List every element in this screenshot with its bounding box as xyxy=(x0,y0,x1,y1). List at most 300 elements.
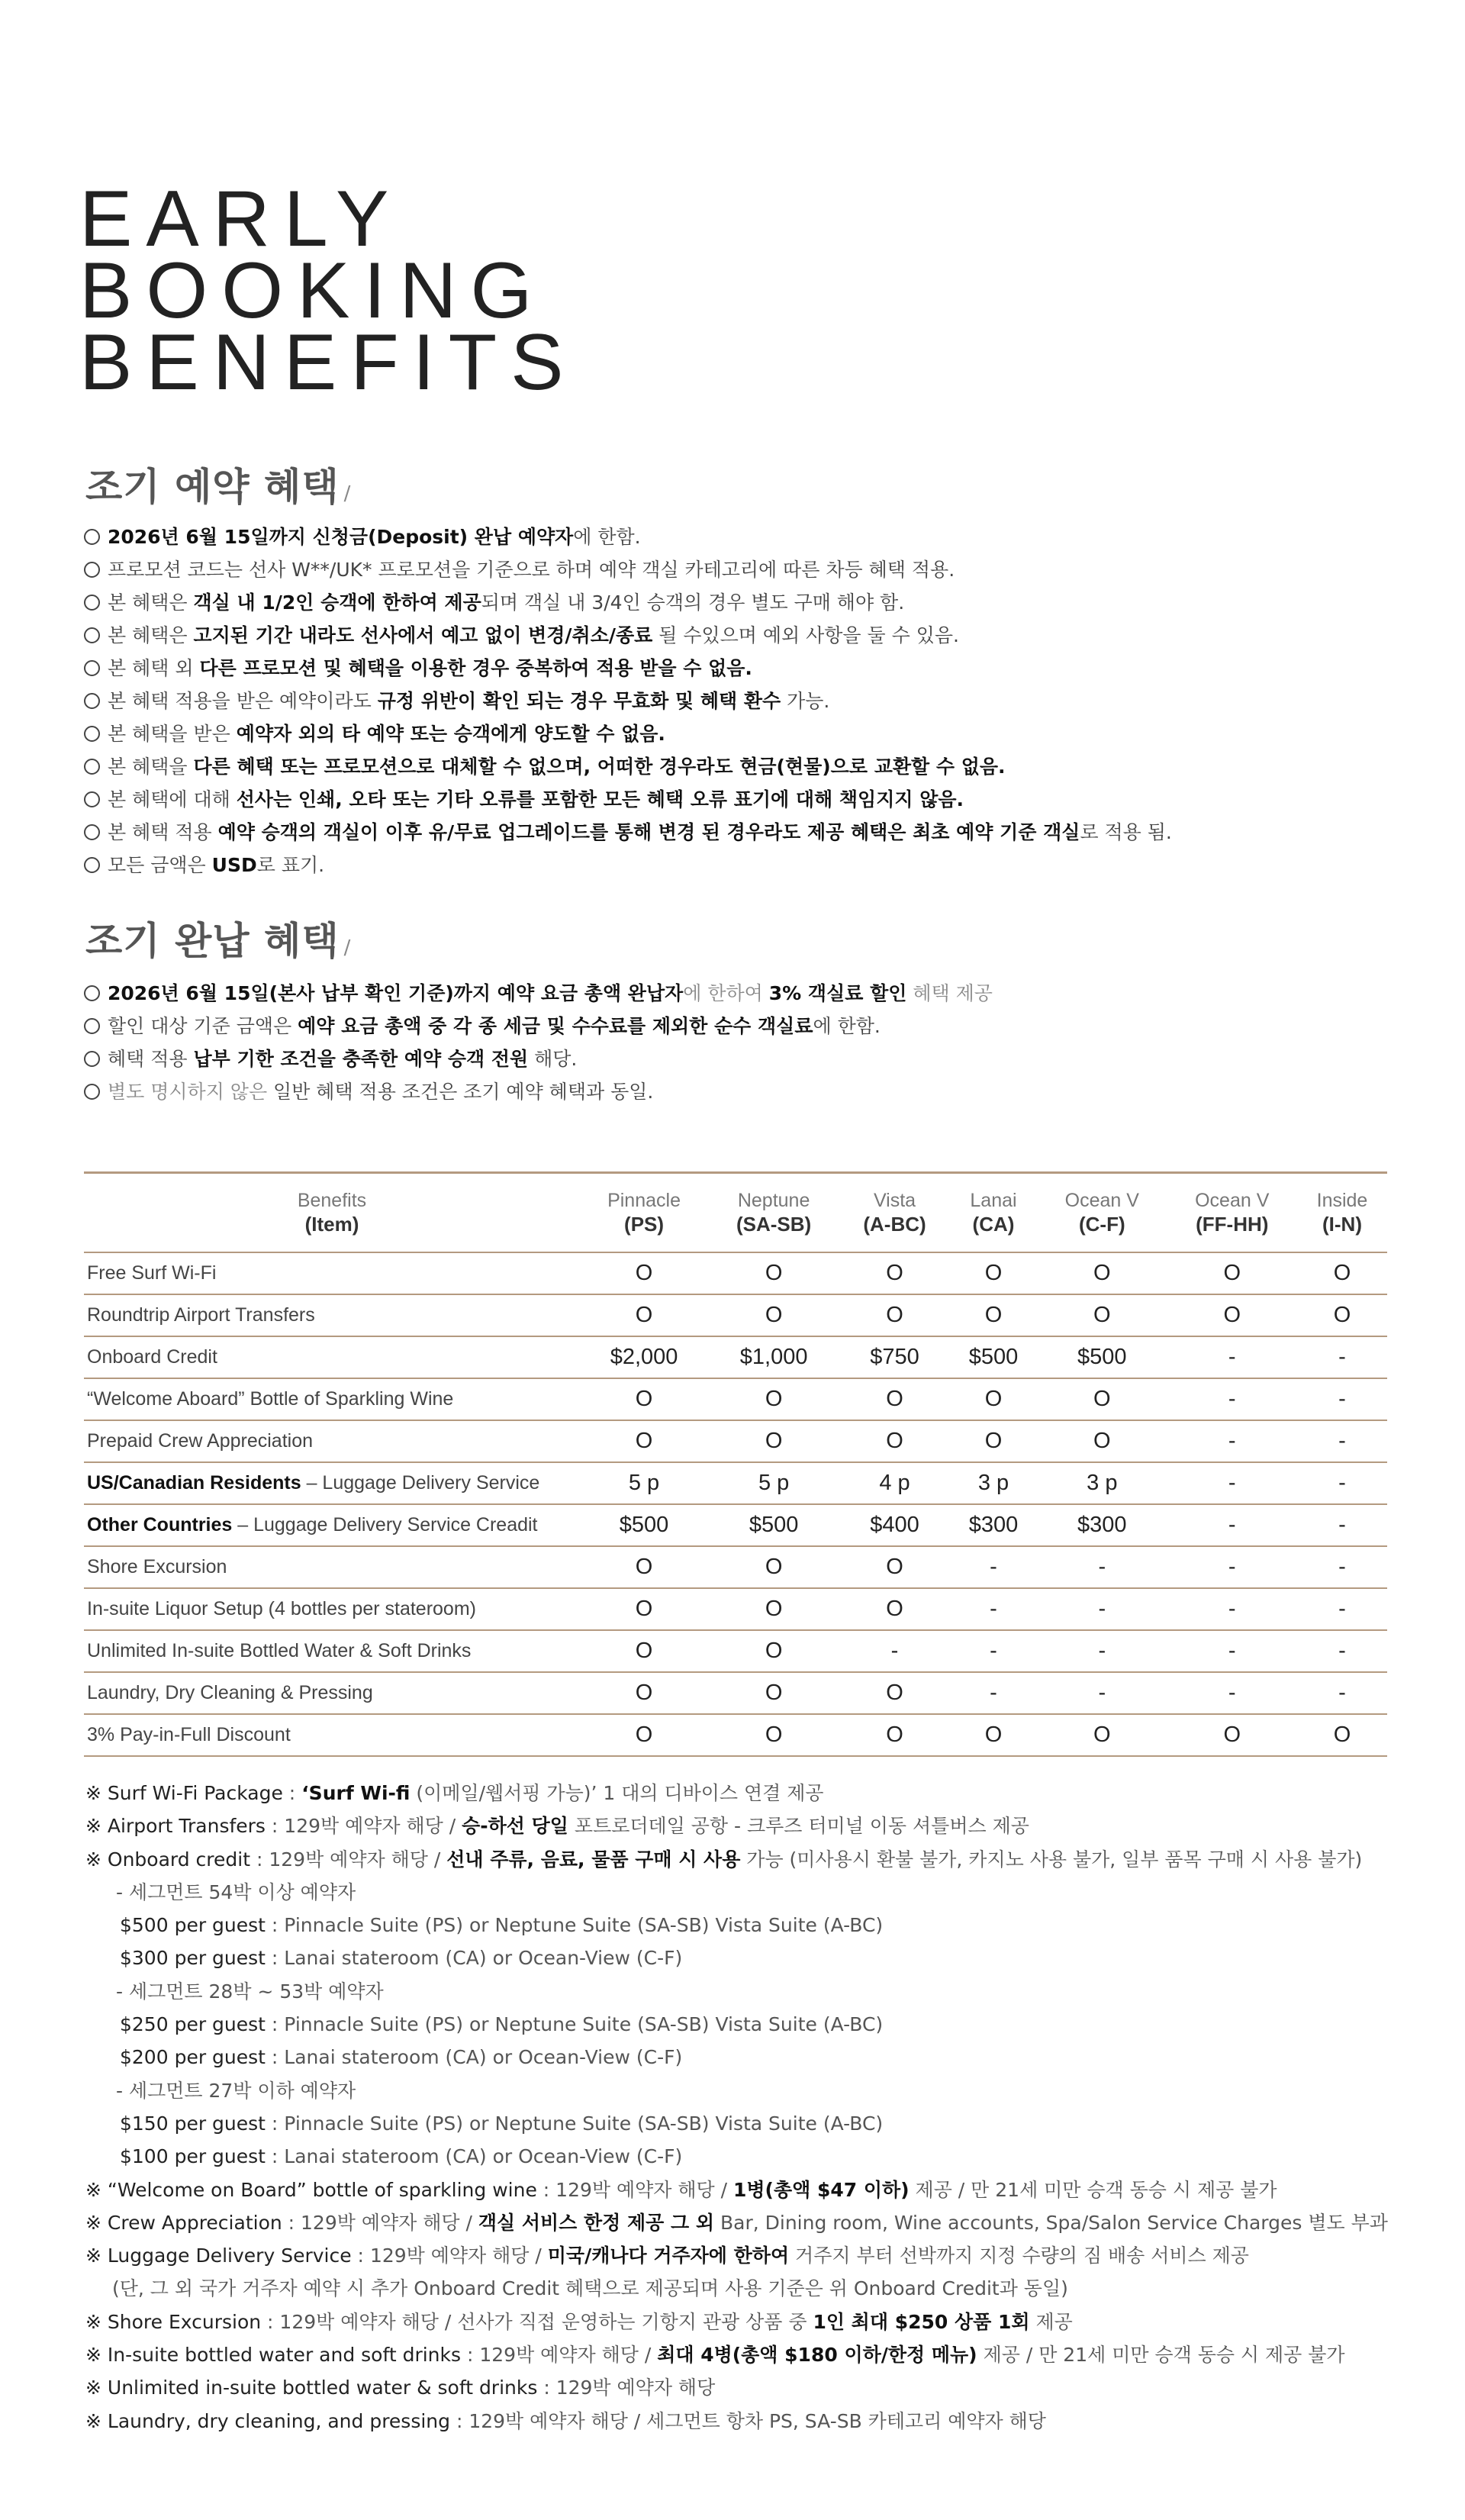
column-header xyxy=(580,1173,708,1253)
footnote-text: 129박 예약자 해당 / xyxy=(479,2344,658,2367)
benefit-value-cell: O xyxy=(635,1722,653,1747)
list-item xyxy=(84,1075,993,1108)
benefit-value-cell: - xyxy=(1338,1345,1346,1369)
footnote-emphasis: ‘Surf Wi-fi xyxy=(301,1782,411,1804)
benefit-value-cell: O xyxy=(635,1261,653,1285)
footnote-key: $150 per guest xyxy=(120,2112,266,2135)
table-row xyxy=(84,1252,1387,1294)
footnote-text-suffix: 포트로더데일 공항 - 크루즈 터미널 이동 셔틀버스 제공 xyxy=(568,1815,1029,1838)
footnote-item xyxy=(85,2041,1388,2074)
benefit-value-cell: - xyxy=(1338,1429,1346,1453)
footnote-key: $500 per guest xyxy=(120,1914,266,1937)
list-item xyxy=(84,553,1172,586)
circle-bullet-icon xyxy=(84,985,100,1001)
footnote-item xyxy=(85,1809,1388,1842)
table-row xyxy=(84,1588,1387,1630)
list-item xyxy=(84,586,1172,619)
benefit-item-cell xyxy=(84,1294,580,1336)
list-item xyxy=(84,1010,993,1042)
column-header-code: (CA) xyxy=(972,1213,1015,1236)
benefit-item-label: Prepaid Crew Appreciation xyxy=(87,1430,313,1452)
benefit-item-label: 3% Pay-in-Full Discount xyxy=(87,1724,291,1745)
footnote-separator: : xyxy=(265,2046,285,2069)
footnote-text: 129박 예약자 해당 xyxy=(555,2377,716,2399)
benefit-item-cell xyxy=(84,1630,580,1672)
benefit-value-cell: O xyxy=(1093,1722,1111,1747)
list-item xyxy=(84,685,1172,717)
benefit-value-cell: - xyxy=(990,1597,997,1621)
column-header-code: (Item) xyxy=(304,1213,359,1236)
footnote-key: $250 per guest xyxy=(120,2013,266,2036)
benefit-item-label: Onboard Credit xyxy=(87,1346,217,1368)
benefit-item-cell xyxy=(84,1714,580,1756)
footnote-item xyxy=(85,1777,1388,1809)
benefit-value-cell: - xyxy=(1338,1555,1346,1579)
footnote-emphasis-2: 미국/캐나다 거주자에 한하여 xyxy=(547,2244,790,2267)
circle-bullet-icon xyxy=(84,693,100,709)
benefit-value-cell: O xyxy=(886,1387,903,1411)
item-emphasis: 선사는 인쇄, 오타 또는 기타 오류를 포함한 모든 혜택 오류 표기에 대해 책임지지 않음. xyxy=(236,788,964,810)
benefit-value-cell: O xyxy=(1093,1303,1111,1327)
early-booking-title xyxy=(85,456,351,511)
benefit-value-cell: - xyxy=(1098,1555,1106,1579)
footnote-text: Pinnacle Suite (PS) or Neptune Suite (SA-SB) Vista Suite (A-BC) xyxy=(284,1914,884,1937)
benefit-value-cell: - xyxy=(990,1555,997,1579)
column-header-code: (C-F) xyxy=(1078,1213,1125,1236)
footnote-item xyxy=(85,2272,1388,2305)
footnote-separator: : xyxy=(265,1914,285,1937)
footnote-emphasis-2: 객실 서비스 한정 제공 그 외 xyxy=(478,2211,715,2234)
footnote-text: - 세그먼트 27박 이하 예약자 xyxy=(116,2079,356,2102)
benefit-value-cell: - xyxy=(1098,1639,1106,1663)
footnote-separator: : xyxy=(536,2178,556,2201)
footnote-item xyxy=(85,1942,1388,1974)
benefit-value-cell: O xyxy=(886,1261,903,1285)
benefit-value-cell: - xyxy=(1228,1429,1236,1453)
benefit-value-cell: $1,000 xyxy=(739,1345,808,1369)
table-row xyxy=(84,1336,1387,1378)
table-row xyxy=(84,1672,1387,1714)
circle-bullet-icon xyxy=(84,791,100,807)
benefit-value-cell: 3 p xyxy=(1087,1471,1118,1495)
footnote-text: 129박 예약자 해당 / 세그먼트 항차 PS, SA-SB 카테고리 예약자 해당 xyxy=(468,2409,1046,2432)
benefit-value-cell: - xyxy=(890,1639,899,1663)
circle-bullet-icon xyxy=(84,562,100,578)
footnote-emphasis-2: 선내 주류, 음료, 물품 구매 시 사용 xyxy=(446,1848,741,1871)
benefit-value-cell: O xyxy=(886,1681,903,1705)
footnote-key: ※ Onboard credit xyxy=(85,1848,251,1871)
benefit-value-cell: 3 p xyxy=(977,1471,1009,1495)
benefit-value-cell: O xyxy=(886,1555,903,1579)
column-header-name: Neptune xyxy=(737,1190,810,1211)
benefit-value-cell: O xyxy=(1223,1261,1241,1285)
footnote-separator: : xyxy=(351,2244,370,2267)
list-item xyxy=(84,717,1172,750)
benefit-value-cell: - xyxy=(1338,1387,1346,1411)
item-text-suffix: 되며 객실 내 3/4인 승객의 경우 별도 구매 해야 함. xyxy=(481,591,905,614)
benefit-value-cell: O xyxy=(765,1639,783,1663)
benefit-value-cell: O xyxy=(984,1387,1003,1411)
item-text: 본 혜택을 xyxy=(108,756,194,778)
circle-bullet-icon xyxy=(84,1018,100,1034)
benefit-value-cell: O xyxy=(1223,1722,1241,1747)
benefit-value-cell: $500 xyxy=(619,1513,669,1537)
footnote-separator: : xyxy=(265,2145,285,2168)
list-item xyxy=(84,750,1172,783)
benefit-value-cell: - xyxy=(1228,1387,1236,1411)
benefit-value-cell: - xyxy=(1338,1639,1346,1663)
column-header xyxy=(1167,1173,1297,1253)
footnote-item xyxy=(85,2074,1388,2107)
hero-line-early: EARLY xyxy=(79,175,403,263)
footnote-text: 129박 예약자 해당 / xyxy=(555,2178,733,2201)
hero-line-booking: BOOKING xyxy=(79,247,546,335)
circle-bullet-icon xyxy=(84,627,100,643)
circle-bullet-icon xyxy=(84,824,100,840)
footnote-text: - 세그먼트 28박 ~ 53박 예약자 xyxy=(116,1980,384,2003)
item-emphasis: 예약 승객의 객실이 이후 유/무료 업그레이드를 통해 변경 된 경우라도 제공 혜택은 최초 예약 기준 객실 xyxy=(217,821,1080,843)
footnote-text-suffix: Bar, Dining room, Wine accounts, Spa/Salon Service Charges 별도 부과 xyxy=(714,2211,1388,2234)
column-header-code: (PS) xyxy=(624,1213,665,1236)
benefit-item-cell xyxy=(84,1672,580,1714)
benefit-value-cell: O xyxy=(635,1387,653,1411)
table-row xyxy=(84,1294,1387,1336)
footnote-separator: : xyxy=(265,2013,285,2036)
circle-bullet-icon xyxy=(84,726,100,742)
benefit-value-cell: - xyxy=(1228,1513,1236,1537)
benefit-value-cell: $400 xyxy=(870,1513,919,1537)
footnote-key: $300 per guest xyxy=(120,1947,266,1970)
benefit-value-cell: $750 xyxy=(870,1345,919,1369)
circle-bullet-icon xyxy=(84,1084,100,1100)
column-header xyxy=(708,1173,839,1253)
table-row xyxy=(84,1546,1387,1588)
full-title-slash: / xyxy=(343,936,352,959)
benefit-value-cell: - xyxy=(1338,1597,1346,1621)
item-emphasis: 다른 프로모션 및 혜택을 이용한 경우 중복하여 적용 받을 수 없음. xyxy=(199,657,752,679)
footnote-separator: : xyxy=(282,1782,302,1804)
item-emphasis: 고지된 기간 내라도 선사에서 예고 없이 변경/취소/종료 xyxy=(193,624,653,646)
item-emphasis: 규정 위반이 확인 되는 경우 무효화 및 혜택 환수 xyxy=(377,690,781,712)
benefit-item-cell xyxy=(84,1504,580,1546)
benefit-value-cell: 4 p xyxy=(879,1471,910,1495)
footnote-item xyxy=(85,2174,1388,2206)
footnote-text: 129박 예약자 해당 / xyxy=(284,1815,462,1838)
footnote-item xyxy=(85,1843,1388,1876)
benefit-value-cell: - xyxy=(1098,1681,1106,1705)
benefit-item-label: Shore Excursion xyxy=(87,1556,227,1577)
benefit-item-region: Other Countries xyxy=(87,1514,233,1536)
item-emphasis: 예약 요금 총액 중 각 종 세금 및 수수료를 제외한 순수 객실료 xyxy=(298,1015,813,1037)
column-header xyxy=(1297,1173,1387,1253)
table-row xyxy=(84,1714,1387,1756)
table-body xyxy=(84,1252,1387,1756)
table-row xyxy=(84,1504,1387,1546)
benefit-item-cell xyxy=(84,1252,580,1294)
benefit-item-cell xyxy=(84,1336,580,1378)
benefit-value-cell: - xyxy=(1228,1471,1236,1495)
footnote-key: ※ “Welcome on Board” bottle of sparkling wine xyxy=(85,2178,537,2201)
footnote-item xyxy=(85,2306,1388,2338)
circle-bullet-icon xyxy=(84,660,100,676)
list-item xyxy=(84,652,1172,685)
benefit-value-cell: - xyxy=(1228,1681,1236,1705)
footnote-separator: : xyxy=(282,2211,301,2234)
footnote-item xyxy=(85,2371,1388,2404)
benefit-value-cell: $500 xyxy=(749,1513,799,1537)
benefit-value-cell: O xyxy=(984,1722,1003,1747)
benefit-value-cell: O xyxy=(1093,1387,1111,1411)
benefit-value-cell: - xyxy=(1098,1597,1106,1621)
item-text: 본 혜택 외 xyxy=(108,657,200,679)
footnote-text-suffix: 제공 / 만 21세 미만 승객 동승 시 제공 불가 xyxy=(977,2344,1345,2367)
table-row xyxy=(84,1462,1387,1504)
full-payment-title xyxy=(85,910,351,965)
benefit-value-cell: O xyxy=(984,1303,1003,1327)
list-item xyxy=(84,816,1172,849)
benefit-value-cell: O xyxy=(1093,1429,1111,1453)
footnotes xyxy=(85,1777,1388,2438)
item-emphasis: 다른 혜택 또는 프로모션으로 대체할 수 없으며, 어떠한 경우라도 현금(현물)으로 교환할 수 없음. xyxy=(193,756,1006,778)
benefit-value-cell: - xyxy=(1338,1681,1346,1705)
benefit-value-cell: O xyxy=(886,1722,903,1747)
benefit-value-cell: O xyxy=(984,1261,1003,1285)
full-payment-list xyxy=(84,977,993,1108)
item-emphasis: USD xyxy=(211,854,257,876)
column-header-code: (SA-SB) xyxy=(736,1213,812,1236)
footnote-separator: : xyxy=(450,2409,469,2432)
footnote-separator: : xyxy=(537,2377,556,2399)
benefit-value-cell: O xyxy=(635,1555,653,1579)
benefit-value-cell: O xyxy=(886,1597,903,1621)
benefit-value-cell: O xyxy=(1223,1303,1241,1327)
item-text: 본 혜택은 xyxy=(108,624,194,646)
benefit-value-cell: O xyxy=(1333,1722,1351,1747)
benefit-value-cell: - xyxy=(990,1681,997,1705)
item-emphasis: 2026년 6월 15일까지 신청금(Deposit) 완납 예약자 xyxy=(108,526,574,548)
benefits-table xyxy=(84,1171,1387,1757)
benefit-value-cell: - xyxy=(1228,1555,1236,1579)
table-row xyxy=(84,1378,1387,1420)
item-text-mid: 해당. xyxy=(528,1048,578,1070)
column-header-name: Benefits xyxy=(297,1190,367,1211)
footnote-key: ※ Shore Excursion xyxy=(85,2310,262,2333)
column-header xyxy=(839,1173,950,1253)
list-item xyxy=(84,1042,993,1075)
footnote-text: 129박 예약자 해당 / xyxy=(301,2211,478,2234)
item-text-mid: 일반 혜택 적용 조건은 조기 예약 혜택과 동일. xyxy=(273,1081,654,1103)
footnote-text: 129박 예약자 해당 / 선사가 직접 운영하는 기항지 관광 상품 중 xyxy=(279,2310,813,2333)
item-emphasis: 납부 기한 조건을 충족한 예약 승객 전원 xyxy=(193,1048,529,1070)
benefit-value-cell: O xyxy=(1093,1261,1111,1285)
footnote-separator: : xyxy=(250,1848,269,1871)
benefit-value-cell: O xyxy=(635,1681,653,1705)
list-item xyxy=(84,783,1172,816)
benefit-value-cell: O xyxy=(765,1722,783,1747)
column-header xyxy=(950,1173,1037,1253)
table-row xyxy=(84,1630,1387,1672)
footnote-item xyxy=(85,1975,1388,2008)
benefit-value-cell: $300 xyxy=(968,1513,1019,1537)
footnote-key: ※ Unlimited in-suite bottled water & soft drinks xyxy=(85,2377,538,2399)
benefit-value-cell: O xyxy=(1333,1261,1351,1285)
footnote-item xyxy=(85,2239,1388,2272)
list-item xyxy=(84,977,993,1010)
footnote-separator: : xyxy=(265,2112,285,2135)
item-text: 별도 명시하지 않은 xyxy=(108,1081,274,1103)
footnote-separator: : xyxy=(265,1947,285,1970)
benefit-value-cell: O xyxy=(765,1681,783,1705)
footnote-text: 129박 예약자 해당 / xyxy=(369,2244,548,2267)
benefit-value-cell: 5 p xyxy=(758,1471,790,1495)
circle-bullet-icon xyxy=(84,595,100,611)
footnote-separator: : xyxy=(265,1815,285,1838)
item-emphasis: 예약자 외의 타 예약 또는 승객에게 양도할 수 없음. xyxy=(236,723,665,745)
benefit-item-label: Free Surf Wi-Fi xyxy=(87,1262,217,1284)
early-title-text: 조기 예약 혜택 xyxy=(85,465,340,509)
benefit-item-cell xyxy=(84,1588,580,1630)
footnote-key: ※ In-suite bottled water and soft drinks xyxy=(85,2344,462,2367)
footnote-text: (단, 그 외 국가 거주자 예약 시 추가 Onboard Credit 혜택으로 제공되며 사용 기준은 위 Onboard Credit과 동일) xyxy=(112,2277,1068,2300)
benefit-value-cell: O xyxy=(635,1429,653,1453)
footnote-key: ※ Luggage Delivery Service xyxy=(85,2244,352,2267)
item-text: 혜택 적용 xyxy=(108,1048,194,1070)
table-row xyxy=(84,1420,1387,1462)
benefit-value-cell: O xyxy=(765,1597,783,1621)
benefit-value-cell: - xyxy=(1228,1345,1236,1369)
benefit-item-cell xyxy=(84,1462,580,1504)
item-text: 모든 금액은 xyxy=(108,854,212,876)
footnote-text-suffix: 제공 xyxy=(1029,2310,1073,2333)
column-header xyxy=(84,1173,580,1253)
item-text-mid: 에 한함. xyxy=(813,1015,881,1037)
footnote-emphasis-2: 1인 최대 $250 상품 1회 xyxy=(813,2310,1030,2333)
column-header-name: Ocean V xyxy=(1195,1190,1270,1211)
footnote-emphasis-2: 1병(총액 $47 이하) xyxy=(733,2178,910,2201)
benefit-value-cell: O xyxy=(765,1261,783,1285)
item-text: 본 혜택은 xyxy=(108,591,194,614)
benefit-value-cell: - xyxy=(1338,1471,1346,1495)
footnote-item xyxy=(85,1876,1388,1909)
item-text-suffix: 에 한함. xyxy=(573,526,641,548)
benefit-item-cell xyxy=(84,1378,580,1420)
list-item xyxy=(84,849,1172,881)
benefit-value-cell: O xyxy=(1333,1303,1351,1327)
footnote-key: ※ Surf Wi-Fi Package xyxy=(85,1782,283,1804)
hero-line-benefits: BENEFITS xyxy=(79,318,578,407)
footnote-item xyxy=(85,2206,1388,2239)
column-header-name: Lanai xyxy=(970,1190,1017,1211)
footnote-text: (이메일/웹서핑 가능)’ 1 대의 디바이스 연결 제공 xyxy=(410,1782,824,1804)
circle-bullet-icon xyxy=(84,1051,100,1067)
benefit-item-cell xyxy=(84,1420,580,1462)
footnote-emphasis-2: 승-하선 당일 xyxy=(462,1815,568,1838)
benefit-value-cell: O xyxy=(984,1429,1003,1453)
column-header-code: (FF-HH) xyxy=(1196,1213,1269,1236)
benefit-value-cell: $500 xyxy=(968,1345,1019,1369)
footnote-key: $200 per guest xyxy=(120,2046,266,2069)
benefit-item-label: – Luggage Delivery Service Creadit xyxy=(232,1514,538,1536)
benefit-value-cell: - xyxy=(1228,1597,1236,1621)
list-item xyxy=(84,520,1172,553)
footnote-text-suffix: 가능 (미사용시 환불 불가, 카지노 사용 불가, 일부 품목 구매 시 사용 불가) xyxy=(740,1848,1363,1871)
item-text: 본 혜택에 대해 xyxy=(108,788,237,810)
footnote-text: Lanai stateroom (CA) or Ocean-View (C-F) xyxy=(284,2046,683,2069)
benefit-item-region: US/Canadian Residents xyxy=(87,1472,301,1494)
footnote-key: ※ Airport Transfers xyxy=(85,1815,266,1838)
benefit-value-cell: $2,000 xyxy=(610,1345,678,1369)
footnote-text-suffix: 제공 / 만 21세 미만 승객 동승 시 제공 불가 xyxy=(909,2178,1277,2201)
column-header-name: Pinnacle xyxy=(607,1190,681,1211)
column-header xyxy=(1037,1173,1167,1253)
item-text: 프로모션 코드는 선사 W**/UK* 프로모션을 기준으로 하며 예약 객실 카테고리에 따른 차등 혜택 적용. xyxy=(108,559,955,581)
column-header-name: Inside xyxy=(1316,1190,1368,1211)
benefit-value-cell: - xyxy=(990,1639,997,1663)
benefit-item-label: In-suite Liquor Setup (4 bottles per stateroom) xyxy=(87,1598,476,1619)
benefit-value-cell: O xyxy=(765,1429,783,1453)
benefit-value-cell: O xyxy=(635,1597,653,1621)
item-text: 본 혜택을 받은 xyxy=(108,723,237,745)
column-header-name: Ocean V xyxy=(1064,1190,1139,1211)
footnote-item xyxy=(85,2107,1388,2140)
benefit-item-cell xyxy=(84,1546,580,1588)
item-text-suffix: 혜택 제공 xyxy=(906,982,993,1004)
benefit-item-label: Unlimited In-suite Bottled Water & Soft Drinks xyxy=(87,1640,472,1661)
footnote-emphasis-2: 최대 4병(총액 $180 이하/한정 메뉴) xyxy=(657,2344,977,2367)
footnote-text: Pinnacle Suite (PS) or Neptune Suite (SA-SB) Vista Suite (A-BC) xyxy=(284,2112,884,2135)
benefit-item-label: “Welcome Aboard” Bottle of Sparkling Wine xyxy=(87,1388,454,1410)
benefit-value-cell: $300 xyxy=(1077,1513,1127,1537)
footnote-text: Lanai stateroom (CA) or Ocean-View (C-F) xyxy=(284,2145,683,2168)
item-text-suffix: 될 수있으며 예외 사항을 둘 수 있음. xyxy=(652,624,959,646)
footnote-separator: : xyxy=(461,2344,480,2367)
footnote-item xyxy=(85,2140,1388,2173)
early-benefit-list xyxy=(84,520,1172,881)
item-text-suffix: 로 적용 됨. xyxy=(1080,821,1172,843)
item-emphasis-2: 3% 객실료 할인 xyxy=(768,982,907,1004)
benefit-value-cell: 5 p xyxy=(628,1471,660,1495)
item-text-suffix: 가능. xyxy=(781,690,830,712)
circle-bullet-icon xyxy=(84,857,100,873)
item-text-mid: 에 한하여 xyxy=(683,982,769,1004)
benefit-item-label: Laundry, Dry Cleaning & Pressing xyxy=(87,1682,373,1703)
item-text-suffix: 로 표기. xyxy=(256,854,325,876)
footnote-item xyxy=(85,2008,1388,2041)
footnote-text: - 세그먼트 54박 이상 예약자 xyxy=(116,1880,356,1903)
benefit-value-cell: O xyxy=(635,1639,653,1663)
item-text: 본 혜택 적용을 받은 예약이라도 xyxy=(108,690,378,712)
item-emphasis: 객실 내 1/2인 승객에 한하여 제공 xyxy=(193,591,481,614)
footnote-text: 129박 예약자 해당 / xyxy=(269,1848,447,1871)
early-title-slash: / xyxy=(343,482,352,505)
footnote-text: Lanai stateroom (CA) or Ocean-View (C-F) xyxy=(284,1947,683,1970)
benefit-value-cell: O xyxy=(886,1429,903,1453)
footnote-key: ※ Laundry, dry cleaning, and pressing xyxy=(85,2409,451,2432)
footnote-text-suffix: 거주지 부터 선박까지 지정 수량의 짐 배송 서비스 제공 xyxy=(789,2244,1249,2267)
footnote-item xyxy=(85,1909,1388,1942)
footnote-text: Pinnacle Suite (PS) or Neptune Suite (SA-SB) Vista Suite (A-BC) xyxy=(284,2013,884,2036)
list-item xyxy=(84,619,1172,652)
full-title-text: 조기 완납 혜택 xyxy=(85,919,340,963)
column-header-code: (I-N) xyxy=(1322,1213,1362,1236)
benefit-value-cell: O xyxy=(765,1555,783,1579)
benefit-value-cell: O xyxy=(765,1303,783,1327)
circle-bullet-icon xyxy=(84,759,100,775)
benefit-value-cell: O xyxy=(886,1303,903,1327)
footnote-key: $100 per guest xyxy=(120,2145,266,2168)
footnote-key: ※ Crew Appreciation xyxy=(85,2211,282,2234)
footnote-separator: : xyxy=(261,2310,280,2333)
